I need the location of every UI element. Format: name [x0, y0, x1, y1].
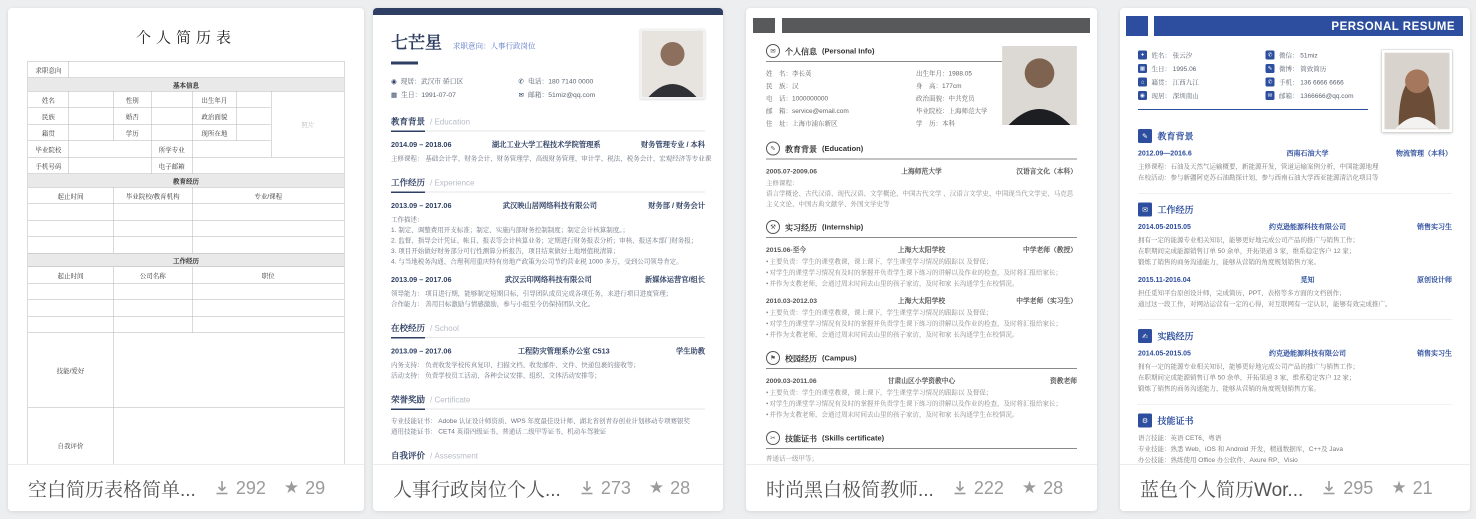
section-experience: 工作经历 / Experience 2013.09 – 2017.06 武汉映山居网络科技有限公司 财务部 / 财务会计 工作描述： 1. 制定、调整费用开支标准；制定、实施内部财务控制制度；制定会计核算制度。； 2. 监督、指导会计凭证、帐目、报表等会计核算业务；定期进行财务报表分析；审核、报送本部门财务报； 3. 项目开始做好财务部分可行性测算分析报告，项目结束做好土地增值税清算； 4. 与当地税务沟通、合理利用重庆特有房地产政策为公司节约营业税 1000 多万，受到公司领导肯定。 2013.09 – 2017.06 武汉云印网络科技有限公司 新媒体运营官/组长 领导能力： 项目进行期，能够制定短期目标，引导团队成员完成各项任务，来进行项目进度管理； 合作能力： 善用目标激励与情感激励，参与小组至今仍保持团队文化。 — [391, 176, 705, 310]
section-personal-info: ✉ 个人信息 (Personal Info) 姓 名：李长英 民 族：汉 电 话：1000000000 邮 箱：service@email.com 住 址：上海市浦东新区 出生年月：1988.05 身 高：177cm 政治面貌：中共党员 毕业院校：上海师范大学 学 历：本科 — [766, 44, 1077, 131]
table-cell — [192, 300, 344, 317]
template-card-hr-navy[interactable] — [373, 8, 723, 511]
banner-text: PERSONAL RESUME — [1331, 19, 1455, 33]
calendar-icon: ▦ — [391, 91, 398, 99]
table-cell: 起止时间 — [28, 267, 113, 284]
contact-item: ✉ 邮箱： 1366666@qq.com — [1266, 89, 1369, 103]
table-cell: 毕业院校/教育机构 — [113, 187, 192, 204]
location-icon: ◉ — [1138, 91, 1147, 100]
home-icon: ⌂ — [1138, 77, 1147, 86]
decor-rule — [391, 62, 418, 65]
section-certificates: 荣誉奖励 / Certificate 专业技能证书： Adobe 认证设计师资质、WPS 年度最佳设计师、湖北省创青春创业计划移动专项赛银奖 通用技能证书： CET4 英语四级证书、普通话二级甲等证书、机动车驾驶证 — [391, 393, 705, 437]
table-cell — [28, 283, 113, 300]
card-footer — [746, 464, 1097, 511]
info-line: 姓 名：李长英 — [766, 69, 812, 77]
table-cell: 民族 — [28, 108, 69, 125]
phone-icon: ✆ — [518, 77, 524, 85]
table-cell: 职位 — [192, 267, 344, 284]
banner-bar — [1154, 16, 1463, 36]
table-cell — [113, 283, 192, 300]
wechat-icon: ✆ — [1266, 50, 1275, 59]
decor-square — [1126, 16, 1148, 36]
table-cell — [113, 316, 192, 333]
table-cell — [237, 108, 272, 125]
contact-item: ✆ 电话：180 7140 0000 — [518, 77, 594, 85]
location-icon: ◉ — [391, 77, 397, 85]
table-cell: 所学专业 — [151, 141, 192, 158]
table-cell — [69, 141, 151, 158]
table-cell — [192, 204, 344, 221]
table-cell — [69, 157, 151, 174]
decor-square — [753, 18, 775, 33]
section-education: 教育背景 / Education 2014.09 – 2018.06 湖北工业大学工程技术学院管理系 财务管理专业 / 本科 主修课程： 基础会计学、财务会计、财务管理学、高级财务管理、审计学、税法、税务会计、宏观经济等专业课 — [391, 115, 705, 164]
info-line: 邮 箱：service@email.com — [766, 107, 849, 115]
table-cell — [28, 204, 113, 221]
table-cell: 现所在地 — [192, 124, 236, 141]
table-cell — [113, 237, 192, 254]
card-footer — [1120, 464, 1470, 511]
download-icon — [214, 480, 230, 496]
template-preview[interactable] — [373, 8, 723, 464]
table-cell: 毕业院校 — [28, 141, 69, 158]
table-cell — [28, 237, 113, 254]
graduation-icon: ✎ — [766, 142, 780, 156]
template-preview[interactable] — [746, 8, 1097, 464]
table-cell — [237, 91, 272, 108]
table-cell — [113, 300, 192, 317]
decor-bar — [373, 8, 723, 15]
template-card-teacher-bw[interactable] — [746, 8, 1097, 511]
table-cell — [192, 220, 344, 237]
photo-placeholder-cell: 照片 — [271, 91, 344, 157]
section-skills: ⚙ 技能证书 语言技能：英语 CET6、粤语 专业技能：熟悉 Web、iOS 和 Android 开发，精通数据库，C++及 Java 办公技能：熟练使用 Office 办公软件、Axure RP、Visio — [1138, 404, 1452, 464]
template-title-link[interactable]: 蓝色个人简历Wor... — [1140, 479, 1304, 501]
download-count: 295 — [1321, 478, 1373, 499]
briefcase-icon: ⚒ — [766, 220, 780, 234]
table-cell — [113, 408, 344, 464]
section-school: 在校经历 / School 2013.09 – 2017.06 工程防灾管理系办公室 C513 学生助教 内务支持： 负责收发学校传真复印、扫描文档、收发邮件、文件、快递包裹的接收等； 活动支持： 负责学校员工活动、各种会议安排、组织、文体活动安排等； — [391, 321, 705, 381]
contact-item: ✉ 邮箱：51miz@qq.com — [518, 91, 596, 99]
table-cell — [192, 283, 344, 300]
table-cell: 学历 — [113, 124, 151, 141]
decor-bar — [782, 18, 1090, 33]
card-footer — [8, 464, 364, 511]
table-cell: 求职意向 — [28, 61, 69, 78]
section-header: 基本信息 — [28, 78, 344, 92]
contact-item: ◉ 现居： 深圳南山 — [1138, 89, 1266, 103]
pen-icon: ✍ — [1138, 329, 1152, 343]
info-line: 电 话：1000000000 — [766, 94, 829, 102]
table-cell — [151, 124, 192, 141]
table-cell — [113, 333, 344, 408]
profile-photo — [1382, 50, 1452, 132]
section-header: 工作经历 — [28, 253, 344, 267]
flag-icon: ⚑ — [766, 351, 780, 365]
info-line: 学 历：本科 — [916, 119, 956, 127]
star-count: ★ 21 — [1391, 477, 1433, 498]
table-cell — [192, 157, 344, 174]
table-cell — [237, 124, 272, 141]
star-icon: ★ — [1391, 478, 1407, 497]
contact-item: ✎ 微博： 简致简历 — [1266, 62, 1369, 76]
table-cell — [151, 91, 192, 108]
star-icon: ★ — [283, 478, 300, 497]
mail-icon: ✉ — [518, 91, 524, 99]
card-footer — [373, 464, 723, 511]
table-cell: 出生年月 — [192, 91, 236, 108]
template-card-blank-table[interactable] — [8, 8, 364, 511]
contact-item: ✆ 手机： 136 6666 6666 — [1266, 75, 1369, 89]
mail-icon: ✉ — [1266, 91, 1275, 100]
template-title-link[interactable]: 人事行政岗位个人... — [393, 479, 561, 501]
star-count: ★ 28 — [648, 477, 691, 498]
download-count: 222 — [952, 478, 1004, 499]
section-education: ✎ 教育背景 (Education) 2005.07-2009.06 上海师范大学 汉语言文化（本科） 主修课程： 语言学概论、古代汉语、现代汉语、文学概论、中国古代文学 、汉语言文学史、中国现当代文学史、马克思 主义文论、中国古典文献学、外国文学史等 — [766, 142, 1077, 210]
download-count: 273 — [579, 478, 631, 499]
table-cell: 籍贯 — [28, 124, 69, 141]
resume-title: 个人简历表 — [136, 29, 236, 46]
info-line: 住 址：上海市浦东新区 — [766, 119, 838, 127]
template-preview[interactable] — [8, 8, 364, 464]
table-cell: 政治面貌 — [192, 108, 236, 125]
table-cell: 性别 — [113, 91, 151, 108]
table-cell — [28, 220, 113, 237]
resume-table — [28, 61, 345, 464]
star-icon: ★ — [648, 478, 665, 497]
table-cell — [69, 108, 113, 125]
section-work: ✉ 工作经历 2014.05-2015.05 约克逊能源科技有限公司 销售实习生 拥有一定的能源专业相关知识，能够更好地完成公司产品的推广与销售工作； 在职期间完成能源销售订单 50 余单，开拓渠道 3 家，维系稳定客户 12 家； 锻炼了销售的商务沟通能力，能够从营销的角度规划销售方案。 2015.11-2016.04 觅知 原创设计师 担任觅知平台原创设计师，完成简历、PPT、表格等多方面的文档创作； 通过这一段工作，对网站运营有一定的心得，对互联网有一定认识，能够有效完成推广。 — [1138, 193, 1452, 310]
table-cell: 婚否 — [113, 108, 151, 125]
table-cell: 专业/课程 — [192, 187, 344, 204]
section-skills: ✂ 技能证书 (Skills certificate) 普通话一级甲等； — [766, 431, 1077, 464]
contact-item: ✆ 微信： 51miz — [1266, 48, 1369, 62]
table-cell — [192, 141, 271, 158]
download-icon — [579, 480, 595, 496]
template-title-link[interactable]: 空白简历表格简单... — [28, 479, 196, 501]
template-preview[interactable] — [1120, 8, 1470, 464]
table-cell: 手机号码 — [28, 157, 69, 174]
info-line: 政治面貌：中共党员 — [916, 94, 975, 102]
user-icon: ✦ — [1138, 50, 1147, 59]
template-title-link[interactable]: 时尚黑白极简教师... — [766, 479, 934, 501]
star-count: ★ 29 — [283, 477, 326, 498]
info-line: 出生年月：1988.05 — [916, 69, 972, 77]
contact-block — [1138, 48, 1368, 110]
section-assessment: 自我评价 / Assessment — [391, 449, 705, 465]
table-cell: 姓名 — [28, 91, 69, 108]
section-internship: ⚒ 实习经历 (Internship) 2015.06-至今 上海大太阳学校 中学老师（教授） ● 主要负责：学生的课堂教课，课上课下，学生课堂学习情况的跟踪以 及督促； ● 对学生的课堂学习情况有及时的掌握并负责学生课下练习的讲解以及作业的检查，及时将汇报给家长； ● 并作为支教老师，会通过周末时间去山里的孩子家访，及时和家 长沟通学生在校情况。 2010.03-2012.03 上海大太阳学校 中学老师（实习生） ● 主要负责：学生的课堂教课，课上课下，学生课堂学习情况的跟踪以 及督促； ● 对学生的课堂学习情况有及时的掌握并负责学生课下练习的讲解以及作业的检查，及时将汇报给家长； ● 并作为支教老师，会通过周末时间去山里的孩子家访，及时和家 长沟通学生在校情况。 — [766, 220, 1077, 340]
profile-photo — [640, 29, 705, 99]
table-cell: 起止时间 — [28, 187, 113, 204]
info-line: 毕业院校：上海师范大学 — [916, 107, 988, 115]
section-practice: ✍ 实践经历 2014.05-2015.05 约克逊能源科技有限公司 销售实习生 拥有一定的能源专业相关知识，能够更好地完成公司产品的推广与销售工作； 在职期间完成能源销售订单 50 余单，开拓渠道 3 家，维系稳定客户 12 家； 锻炼了销售的商务沟通能力，能够从营销的角度规划销售方案。 — [1138, 320, 1452, 395]
section-education: ✎ 教育背景 2012.09—2016.6 西南石油大学 物流管理（本科） 主修课程：石油及天然气运输概要，新能源开发，管道运输案例分析，中国能源地理 在校活动：参与新疆阿克苏石油勘探计划，参与西南石油大学西亚能源清洁化项目等 — [1138, 120, 1452, 183]
table-cell — [192, 237, 344, 254]
download-count: 292 — [214, 478, 266, 499]
download-icon — [1321, 480, 1337, 496]
table-cell — [28, 300, 113, 317]
template-card-blue[interactable] — [1120, 8, 1470, 511]
graduation-icon: ✎ — [1138, 129, 1152, 143]
table-cell: 公司名称 — [113, 267, 192, 284]
job-intent: 求职意向：人事行政岗位 — [453, 42, 536, 51]
contact-item: ◉ 现居：武汉市 硚口区 — [391, 77, 464, 85]
resume-name: 七芒星 — [391, 33, 442, 53]
table-cell — [69, 91, 113, 108]
star-icon: ★ — [1021, 478, 1038, 497]
table-cell: 自我评价 — [28, 408, 113, 464]
info-line: 民 族：汉 — [766, 82, 799, 90]
id-card-icon: ✉ — [766, 44, 780, 58]
download-icon — [952, 480, 968, 496]
table-cell — [113, 220, 192, 237]
section-campus: ⚑ 校园经历 (Campus) 2009.03-2011.06 甘肃山区小学资教中心 资教老师 ● 主要负责：学生的课堂教课，课上课下，学生课堂学习情况的跟踪以 及督促； ● 对学生的课堂学习情况有及时的掌握并负责学生课下练习的讲解以及作业的检查，及时将汇报给家长； ● 并作为支教老师，会通过周末时间去山里的孩子家访，及时和家 长沟通学生在校情况。 — [766, 351, 1077, 420]
table-cell: 电子邮箱 — [151, 157, 192, 174]
star-count: ★ 28 — [1021, 477, 1064, 498]
contact-item: ⌂ 籍贯： 江西九江 — [1138, 75, 1266, 89]
contact-item: ▦ 生日：1991-07-07 — [391, 91, 456, 99]
profile-photo — [1002, 46, 1077, 125]
table-cell — [28, 316, 113, 333]
calendar-icon: ▦ — [1139, 65, 1146, 72]
table-cell — [113, 204, 192, 221]
table-cell: 技能/爱好 — [28, 333, 113, 408]
table-cell — [69, 124, 113, 141]
table-cell — [151, 108, 192, 125]
weibo-icon: ✎ — [1266, 64, 1275, 73]
contact-item: ▦ 生日： 1995.06 — [1139, 65, 1197, 73]
table-cell — [192, 316, 344, 333]
phone-icon: ✆ — [1266, 77, 1275, 86]
section-header: 教育经历 — [28, 174, 344, 188]
table-cell — [69, 61, 344, 78]
briefcase-icon: ✉ — [1138, 203, 1152, 217]
gear-icon: ⚙ — [1138, 414, 1152, 428]
contact-item: ✦ 姓名： 张云汐 — [1138, 48, 1266, 62]
scissors-icon: ✂ — [766, 431, 780, 445]
info-line: 身 高：177cm — [916, 82, 962, 90]
